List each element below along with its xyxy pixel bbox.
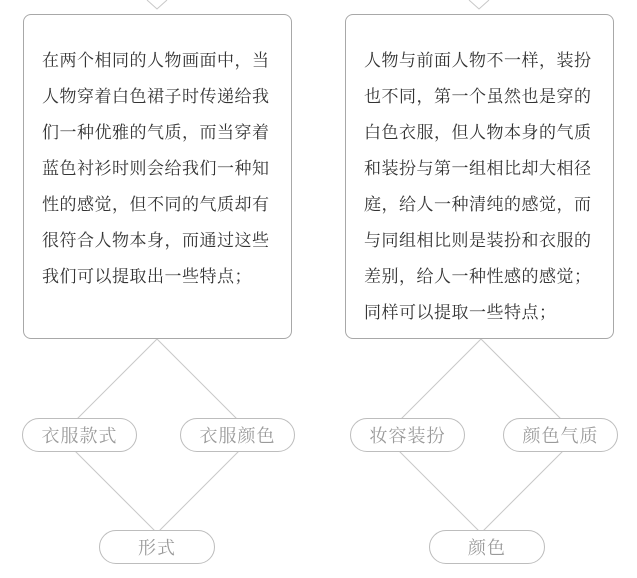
pill-clothing-style: 衣服款式 [22, 418, 137, 452]
card-text-line: 人物穿着白色裙子时传递给我 [42, 87, 270, 107]
description-card-right [345, 14, 614, 339]
top-connector-left [147, 0, 167, 9]
pill-color-temperament: 颜色气质 [503, 418, 618, 452]
card-text-line: 性的感觉，但不同的气质却有 [42, 195, 270, 215]
card-text-line: 差别，给人一种性感的感觉； [364, 267, 592, 287]
card-text-line: 庭，给人一种清纯的感觉，而 [364, 195, 592, 215]
card-text-line: 我们可以提取出一些特点； [42, 267, 252, 287]
pill-result-color: 颜色 [429, 530, 545, 564]
pill-makeup-styling: 妆容装扮 [350, 418, 465, 452]
card-text-line: 与同组相比则是装扮和衣服的 [364, 231, 592, 251]
card-text-line: 白色衣服，但人物本身的气质 [364, 123, 592, 143]
card-text-line: 蓝色衬衫时则会给我们一种知 [42, 159, 270, 179]
card-text-line: 和装扮与第一组相比却大相径 [364, 159, 592, 179]
description-card-left [23, 14, 292, 339]
card-text-line: 同样可以提取一些特点； [364, 303, 557, 323]
pill-clothing-color: 衣服颜色 [180, 418, 295, 452]
card-text-line: 人物与前面人物不一样，装扮 [364, 51, 592, 71]
pill-result-form: 形式 [99, 530, 215, 564]
top-connector-right [469, 0, 489, 9]
card-text-line: 们一种优雅的气质，而当穿着 [42, 123, 270, 143]
card-text-line: 也不同，第一个虽然也是穿的 [364, 87, 592, 107]
card-text-line: 很符合人物本身，而通过这些 [42, 231, 270, 251]
card-text-line: 在两个相同的人物画面中，当 [42, 51, 270, 71]
